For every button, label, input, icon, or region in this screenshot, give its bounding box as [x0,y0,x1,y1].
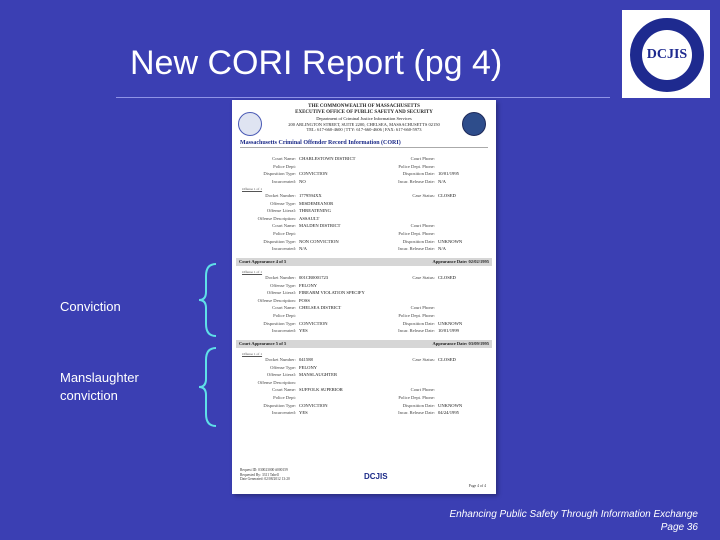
cori-report-page [232,100,496,494]
doc-header-line: TEL: 617-660-4600 | TTY: 617-660-4606 | FAX: 617-660-5973 [306,127,422,132]
appearance-label: Court Appearance 5 of 5 [239,341,287,346]
record-row [236,403,462,408]
field-value: FIREARM VIOLATION SPECIFY [299,290,365,296]
field-label: Case Status: [412,357,435,362]
record-row [236,208,438,213]
manslaughter-label [60,369,139,405]
doc-header [232,104,496,133]
footer-page-number: Page 36 [660,522,698,533]
doc-header-line: Department of Criminal Justice Information Services [316,116,412,121]
field-label: Police Dept: [273,231,296,236]
report-title: Massachusetts Criminal Offender Record Information (CORI) [240,140,488,148]
doc-header-line: EXECUTIVE OFFICE OF PUBLIC SAFETY AND SECURITY [295,110,433,115]
field-label: Police Dept: [273,395,296,400]
field-value: NO [299,178,306,184]
record-row [236,357,456,362]
doc-footer [240,468,290,482]
field-label: Incarcerated: [272,410,296,416]
doc-footer-line: Date Generated: 02/08/2012 13:20 [240,477,290,481]
field-label: Offense Literal: [266,290,296,296]
field-value: SUFFOLK SUPERIOR [299,387,343,393]
field-value: N/A [438,246,446,252]
field-label: Incarcerated: [272,328,296,334]
record-row [236,201,438,206]
field-value: 041588 [299,357,313,362]
record-row [236,387,438,392]
field-value: CHELSEA DISTRICT [299,305,342,311]
record-row [236,298,438,303]
field-value: YES [299,328,308,334]
field-value: N/A [438,178,446,184]
field-label: Court Name: [272,305,296,311]
field-label: Disposition Type: [263,171,296,177]
record-row [236,290,438,295]
field-value: CLOSED [438,193,456,198]
field-value: CLOSED [438,275,456,280]
record-row [236,216,438,221]
field-value: CONVICTION [299,320,328,326]
field-label: Police Dept: [273,313,296,318]
record-row [236,171,459,176]
field-value: 10/01/1999 [438,328,459,334]
field-value: CHARLESTOWN DISTRICT [299,156,356,161]
field-value: POSS [299,297,310,303]
field-label: Police Dept. Phone: [398,313,435,318]
doc-header-line: 200 ARLINGTON STREET, SUITE 2200, CHELSEA, MASSACHUSETTS 02150 [288,121,440,127]
field-label: Court Phone: [410,223,435,229]
field-value: CLOSED [438,357,456,362]
offense-tag: Offense 1 of 1 [242,352,263,356]
record-row [236,275,456,280]
field-value: MALDEN DISTRICT [299,223,341,229]
record-row [236,380,438,385]
doc-page-number: Page 4 of 4 [468,484,486,488]
field-label: Disposition Type: [263,320,296,326]
court-appearance-bar [236,258,492,266]
field-value: 10/01/1995 [438,171,459,177]
field-value: MANSLAUGHTER [299,372,338,378]
field-value: FELONY [299,282,318,288]
record-row [236,283,438,288]
field-label: Offense Type: [270,282,296,288]
record-row [236,305,438,310]
doc-footer-logo: DCJIS [364,472,388,481]
record-row [236,179,446,184]
footer-tagline: Enhancing Public Safety Through Information Exchange [449,509,698,520]
field-value: 1779594XX [299,193,322,198]
field-value: UNKNOWN [438,402,463,408]
record-row [236,223,438,228]
field-label: Offense Description: [257,379,296,385]
doc-header-line: THE COMMONWEALTH OF MASSACHUSETTS [308,104,420,109]
field-label: Incar. Release Date: [398,178,435,184]
manslaughter-label-line: Manslaughter [60,370,139,385]
field-value: CONVICTION [299,402,328,408]
offense-tag: Offense 1 of 1 [242,270,263,274]
field-label: Offense Literal: [266,208,296,214]
field-value: FELONY [299,364,318,370]
record-row [236,164,438,169]
field-label: Disposition Date: [402,171,435,177]
field-value: UNKNOWN [438,320,463,326]
record-row [236,231,438,236]
field-value: ASSAULT [299,215,320,221]
field-label: Case Status: [412,193,435,198]
doc-footer-line: Request ID: 030023000 #000159 [240,468,288,472]
field-value: 04/24/1995 [438,410,459,416]
field-value: THREATENING [299,208,331,214]
field-value: MISDEMEANOR [299,200,334,206]
field-label: Incar. Release Date: [398,328,435,334]
field-label: Police Dept. Phone: [398,163,435,169]
dcjis-logo [622,10,710,98]
dcjis-logo-text: DCJIS [642,30,692,80]
record-row [236,365,438,370]
offense-tag: Offense 1 of 1 [242,187,263,191]
manslaughter-label-line: conviction [60,388,118,403]
conviction-label: Conviction [60,299,121,314]
record-row [236,246,446,251]
field-label: Case Status: [412,275,435,280]
field-label: Disposition Date: [402,238,435,244]
appearance-date: Appearance Date: 03/09/1995 [432,341,489,346]
record-row [236,313,438,318]
appearance-date: Appearance Date: 02/02/1995 [432,259,489,264]
field-label: Offense Type: [270,200,296,206]
field-label: Police Dept: [273,163,296,169]
manslaughter-brace-icon [196,346,218,428]
field-value: 001CR0001723 [299,275,329,280]
field-label: Offense Description: [257,297,296,303]
field-label: Police Dept. Phone: [398,231,435,236]
court-appearance-bar [236,340,492,348]
record-row [236,193,456,198]
doc-footer-line: Requested By: 3311 Tabell [240,472,279,477]
conviction-brace-icon [196,262,218,338]
record-row [236,328,459,333]
field-label: Offense Description: [257,215,296,221]
field-value: UNKNOWN [438,238,463,244]
field-label: Court Phone: [410,387,435,393]
record-row [236,372,438,377]
field-label: Disposition Date: [402,402,435,408]
field-label: Offense Type: [270,364,296,370]
field-label: Court Name: [272,387,296,393]
field-label: Court Name: [272,223,296,229]
field-label: Incarcerated: [272,178,296,184]
slide-footer [450,508,699,534]
field-label: Offense Literal: [266,372,296,378]
record-row [236,239,462,244]
record-row [236,156,438,161]
field-label: Docket Number: [265,357,296,362]
field-label: Court Name: [272,156,296,161]
field-label: Disposition Date: [402,320,435,326]
field-label: Court Phone: [410,305,435,311]
record-row [236,410,459,415]
field-label: Incarcerated: [272,246,296,252]
title-divider [116,97,610,98]
slide-title: New CORI Report (pg 4) [130,44,503,82]
record-row [236,395,438,400]
field-value: NON CONVICTION [299,238,339,244]
field-value: CONVICTION [299,171,328,177]
field-label: Disposition Type: [263,238,296,244]
appearance-label: Court Appearance 4 of 5 [239,259,287,264]
record-row [236,321,462,326]
field-value: N/A [299,246,307,252]
field-label: Incar. Release Date: [398,410,435,416]
field-label: Docket Number: [265,193,296,198]
field-label: Incar. Release Date: [398,246,435,252]
field-label: Disposition Type: [263,402,296,408]
field-label: Police Dept. Phone: [398,395,435,400]
field-value: YES [299,410,308,416]
field-label: Docket Number: [265,275,296,280]
field-label: Court Phone: [410,156,435,161]
